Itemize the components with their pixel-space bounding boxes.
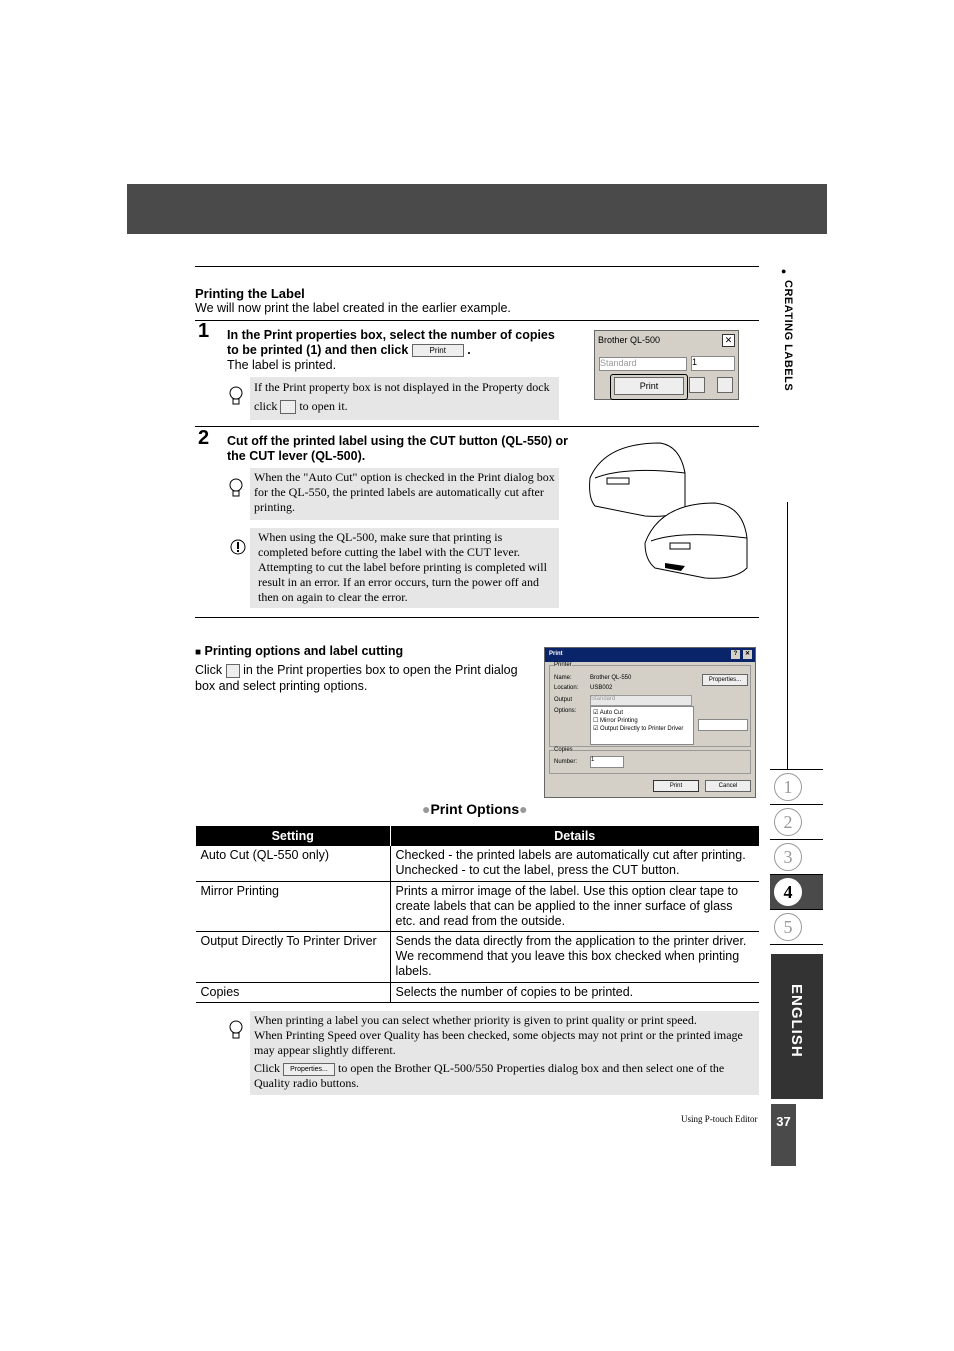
- warning-box: [250, 528, 559, 608]
- quality-select[interactable]: Standard: [599, 357, 687, 371]
- dialog-titlebar: [545, 648, 755, 662]
- print-box-title: Brother QL-500: [598, 335, 661, 345]
- table-row: [196, 982, 760, 1002]
- table-title-text: Print Options: [430, 801, 520, 817]
- table-title: [422, 801, 528, 817]
- chapter-tab-4[interactable]: [770, 874, 823, 909]
- step-1-text: [227, 328, 557, 358]
- warning-icon: [230, 537, 246, 557]
- lightbulb-icon: [228, 386, 244, 406]
- step-1-text-a: In the Print properties box, select the number of copies to be printed (1) and then click: [227, 328, 555, 357]
- opt3-label: Output Directly to Printer Driver: [600, 726, 684, 732]
- print-properties-box: [594, 330, 739, 400]
- step-1-result: The label is printed.: [227, 358, 337, 372]
- chapter-tab-5[interactable]: [770, 909, 823, 945]
- name-label: Name:: [554, 675, 572, 681]
- chapter-tab-1[interactable]: [770, 769, 823, 804]
- option-output-direct[interactable]: ☑ Output Directly to Printer Driver: [593, 726, 684, 732]
- bullet-icon: ●: [781, 266, 787, 276]
- print-options-icon-inline: [226, 664, 240, 678]
- hint-1-click: click: [254, 399, 278, 413]
- print-options-table: [195, 826, 759, 1003]
- cell-details: Selects the number of copies to be printed.: [390, 982, 759, 1002]
- section-intro: We will now print the label created in the earlier example.: [195, 301, 511, 315]
- output-label: Output: [554, 697, 573, 703]
- print-dialog: [544, 647, 756, 798]
- bottom-hint-rest: to open the Brother QL-500/550 Properties dialog box and then select one of the Quality radio buttons.: [254, 1061, 725, 1090]
- step-number: 2: [198, 427, 210, 449]
- step-number: 1: [198, 320, 210, 342]
- hint-1-line-2: [254, 399, 348, 414]
- cell-setting: Copies: [196, 982, 391, 1002]
- cell-setting: Auto Cut (QL-550 only): [196, 846, 391, 881]
- printer-group-label: Printer: [554, 662, 572, 668]
- cell-details: Checked - the printed labels are automatically cut after printing. Unchecked - to cut the label, press the CUT button.: [390, 846, 759, 881]
- cell-details: Prints a mirror image of the label. Use this option clear tape to create labels that can be applied to the inner surface of glass etc. and read from the outside.: [390, 881, 759, 931]
- table-row: [196, 881, 760, 931]
- output-select[interactable]: Standard: [590, 695, 692, 706]
- chapter-tab-3[interactable]: [770, 839, 823, 874]
- options-label: Options:: [554, 708, 577, 714]
- print-options-icon[interactable]: [689, 377, 705, 393]
- help-icon[interactable]: ?: [731, 650, 740, 659]
- language-tab: [771, 954, 823, 1099]
- section-title: Printing the Label: [195, 286, 305, 301]
- bottom-hint-line-3: [254, 1061, 754, 1091]
- dialog-title: Print: [549, 651, 563, 657]
- options-heading-text: Printing options and label cutting: [204, 644, 404, 658]
- opt1-label: Auto Cut: [599, 710, 624, 716]
- option-auto-cut[interactable]: ☑ Auto Cut: [593, 710, 624, 716]
- dialog-cancel-button[interactable]: Cancel: [705, 780, 751, 792]
- chapter-number: 4: [774, 878, 802, 906]
- options-heading: [195, 644, 403, 660]
- hint-2-text: When the "Auto Cut" option is checked in the Print dialog box for the QL-550, the printed labels are automatically cut after printing.: [254, 470, 555, 514]
- options-text-a: Click: [195, 663, 223, 677]
- name-value: Brother QL-550: [590, 675, 632, 681]
- rule: [195, 320, 759, 321]
- options-list: [590, 706, 694, 745]
- hint-1-line-1: If the Print property box is not displayed in the Property dock: [254, 380, 550, 394]
- copies-group-label: Copies: [554, 747, 573, 753]
- table-row: [196, 846, 760, 881]
- top-rule: [195, 266, 759, 267]
- table-header-setting: Setting: [196, 826, 391, 846]
- location-value: USB002: [590, 685, 613, 691]
- bottom-hint-line-1: When printing a label you can select whether priority is given to print quality or print speed.: [254, 1013, 697, 1027]
- number-label: Number:: [554, 759, 578, 765]
- option-mirror[interactable]: ☐ Mirror Printing: [593, 718, 638, 724]
- label-preview: [698, 719, 748, 731]
- chapter-number: 5: [774, 913, 802, 941]
- properties-button-inline: Properties...: [283, 1063, 335, 1076]
- section-label: CREATING LABELS: [782, 280, 794, 392]
- close-icon[interactable]: ✕: [744, 651, 751, 657]
- lightbulb-icon: [228, 1020, 244, 1040]
- close-icon[interactable]: ✕: [722, 334, 735, 347]
- footer-text: Using P-touch Editor: [681, 1114, 758, 1124]
- chapter-number: 1: [774, 773, 802, 801]
- chapter-tab-2[interactable]: [770, 804, 823, 839]
- print-properties-icon: [280, 400, 296, 414]
- chapter-number: 3: [774, 843, 802, 871]
- sidebar-line: [787, 502, 788, 770]
- printer-icon[interactable]: [717, 377, 733, 393]
- rule: [195, 617, 759, 618]
- options-text-b: in the Print properties box to open the Print dialog box and select printing options.: [195, 663, 518, 693]
- circle-bullet-icon: ●: [519, 801, 528, 817]
- square-bullet-icon: ■: [195, 647, 202, 658]
- cell-setting: Mirror Printing: [196, 881, 391, 931]
- bottom-hint-click: Click: [254, 1061, 280, 1075]
- copies-group: [549, 747, 751, 774]
- table-header-details: Details: [390, 826, 759, 846]
- location-label: Location:: [554, 685, 579, 691]
- header-bar: [127, 184, 827, 234]
- printer-group: [549, 662, 751, 747]
- table-row: [196, 931, 760, 982]
- chapter-number: 2: [774, 808, 802, 836]
- cell-details: Sends the data directly from the application to the printer driver. We recommend that you leave this box checked when printing labels.: [390, 931, 759, 982]
- cell-setting: Output Directly To Printer Driver: [196, 931, 391, 982]
- print-button[interactable]: Print: [614, 377, 684, 395]
- opt2-label: Mirror Printing: [600, 718, 638, 724]
- dialog-print-button[interactable]: Print: [653, 780, 699, 792]
- rule: [195, 426, 759, 427]
- properties-button[interactable]: Properties...: [702, 674, 748, 686]
- hint-1-open: to open it.: [299, 399, 348, 413]
- circle-bullet-icon: ●: [422, 801, 431, 817]
- bottom-hint-line-2: When Printing Speed over Quality has been checked, some objects may not print or the printed image may appear slightly different.: [254, 1028, 743, 1057]
- printer-illustration: [585, 438, 755, 583]
- language-label: ENGLISH: [788, 984, 805, 1058]
- bottom-hint-box: [250, 1011, 759, 1095]
- lightbulb-icon: [228, 478, 244, 498]
- print-button-inline: Print: [412, 344, 464, 357]
- copies-input[interactable]: 1: [691, 356, 735, 371]
- page-number: 37: [771, 1104, 796, 1166]
- hint-box-1: [250, 377, 559, 420]
- step-2-text: Cut off the printed label using the CUT button (QL-550) or the CUT lever (QL-500).: [227, 434, 568, 463]
- warning-text: When using the QL-500, make sure that printing is completed before cutting the label with the CUT lever. Attempting to cut the label before printing is completed will result in an error. If an error occurs, turn the power off and then on again to clear the error.: [258, 530, 547, 604]
- options-text: [195, 662, 530, 694]
- hint-box-2: [250, 468, 559, 520]
- step-1-text-b: .: [467, 343, 471, 357]
- number-input[interactable]: 1: [590, 756, 624, 768]
